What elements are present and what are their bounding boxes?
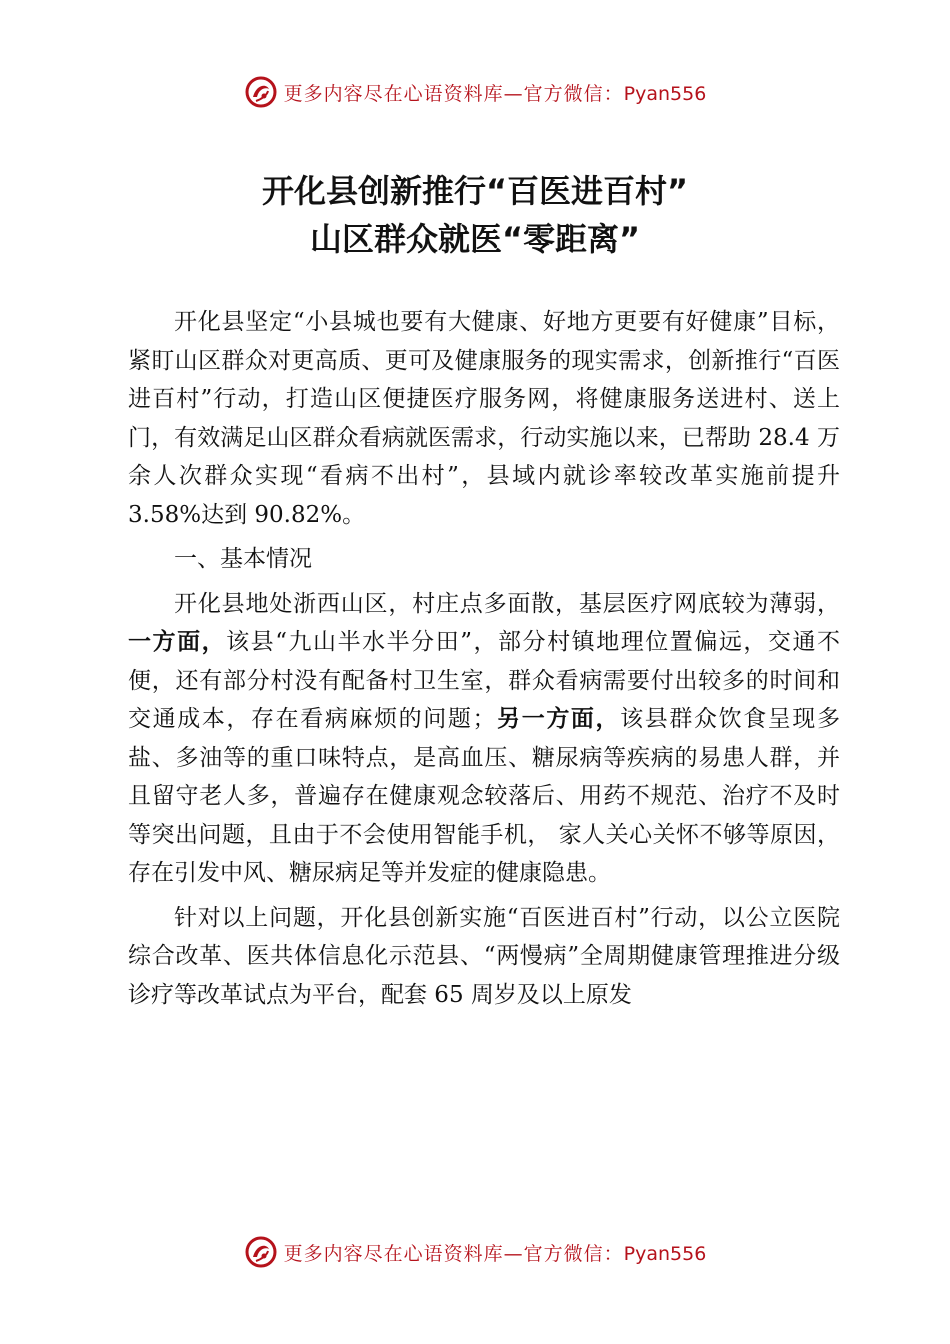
background-text-b: 该县“九山半水半分田”，部分村镇地理位置偏远，交通不便，还有部分村没有配备村卫生室，群众看病需要付出较多的时间和交通成本，存在看病麻烦的问题； <box>128 629 840 732</box>
banner-text: 更多内容尽在心语资料库—官方微信：Pyan556 <box>283 82 707 105</box>
measures-paragraph: 针对以上问题，开化县创新实施“百医进百村”行动，以公立医院综合改革、医共体信息化示范县、“两慢病”全周期健康管理推进分级诊疗等改革试点为平台，配套 65 周岁及以上原发 <box>128 904 840 1008</box>
document-body <box>128 303 840 1014</box>
red-swirl-logo-icon <box>244 1235 278 1269</box>
banner-text: 更多内容尽在心语资料库—官方微信：Pyan556 <box>283 1242 707 1265</box>
footer-banner <box>0 1232 950 1272</box>
background-paragraph <box>128 585 840 893</box>
emphasis-first-aspect: 一方面， <box>128 629 227 655</box>
header-banner <box>0 72 950 112</box>
document-title-line1: 开化县创新推行“百医进百村” <box>261 172 689 210</box>
banner-wechat-id: Pyan556 <box>623 82 707 105</box>
document-title-line2: 山区群众就医“零距离” <box>309 220 641 258</box>
section-heading: 一、基本情况 <box>174 546 312 572</box>
banner-wechat-id: Pyan556 <box>623 1242 707 1265</box>
background-text-a: 开化县地处浙西山区，村庄点多面散，基层医疗网底较为薄弱， <box>174 590 840 617</box>
emphasis-second-aspect: 另一方面， <box>495 706 621 732</box>
background-text-c: 该县群众饮食呈现多盐、多油等的重口味特点，是高血压、糖尿病等疾病的易患人群，并且留守老人多，普遍存在健康观念较落后、用药不规范、治疗不及时等突出问题，且由于不会使用智能手机， 家人关心关怀不够等原因，存在引发中风、糖尿病足等并发症的健康隐患。 <box>128 706 841 886</box>
intro-paragraph: 开化县坚定“小县城也要有大健康、好地方更要有好健康”目标，紧盯山区群众对更高质、更可及健康服务的现实需求，创新推行“百医进百村”行动，打造山区便捷医疗服务网，将健康服务送进村、送上门，有效满足山区群众看病就医需求，行动实施以来，已帮助 28.4 万余人次群众实现“看病不出村”，县域内就诊率较改革实施前提升 3.58%达到 90.82%。 <box>128 309 840 528</box>
red-swirl-logo-icon <box>244 75 278 109</box>
